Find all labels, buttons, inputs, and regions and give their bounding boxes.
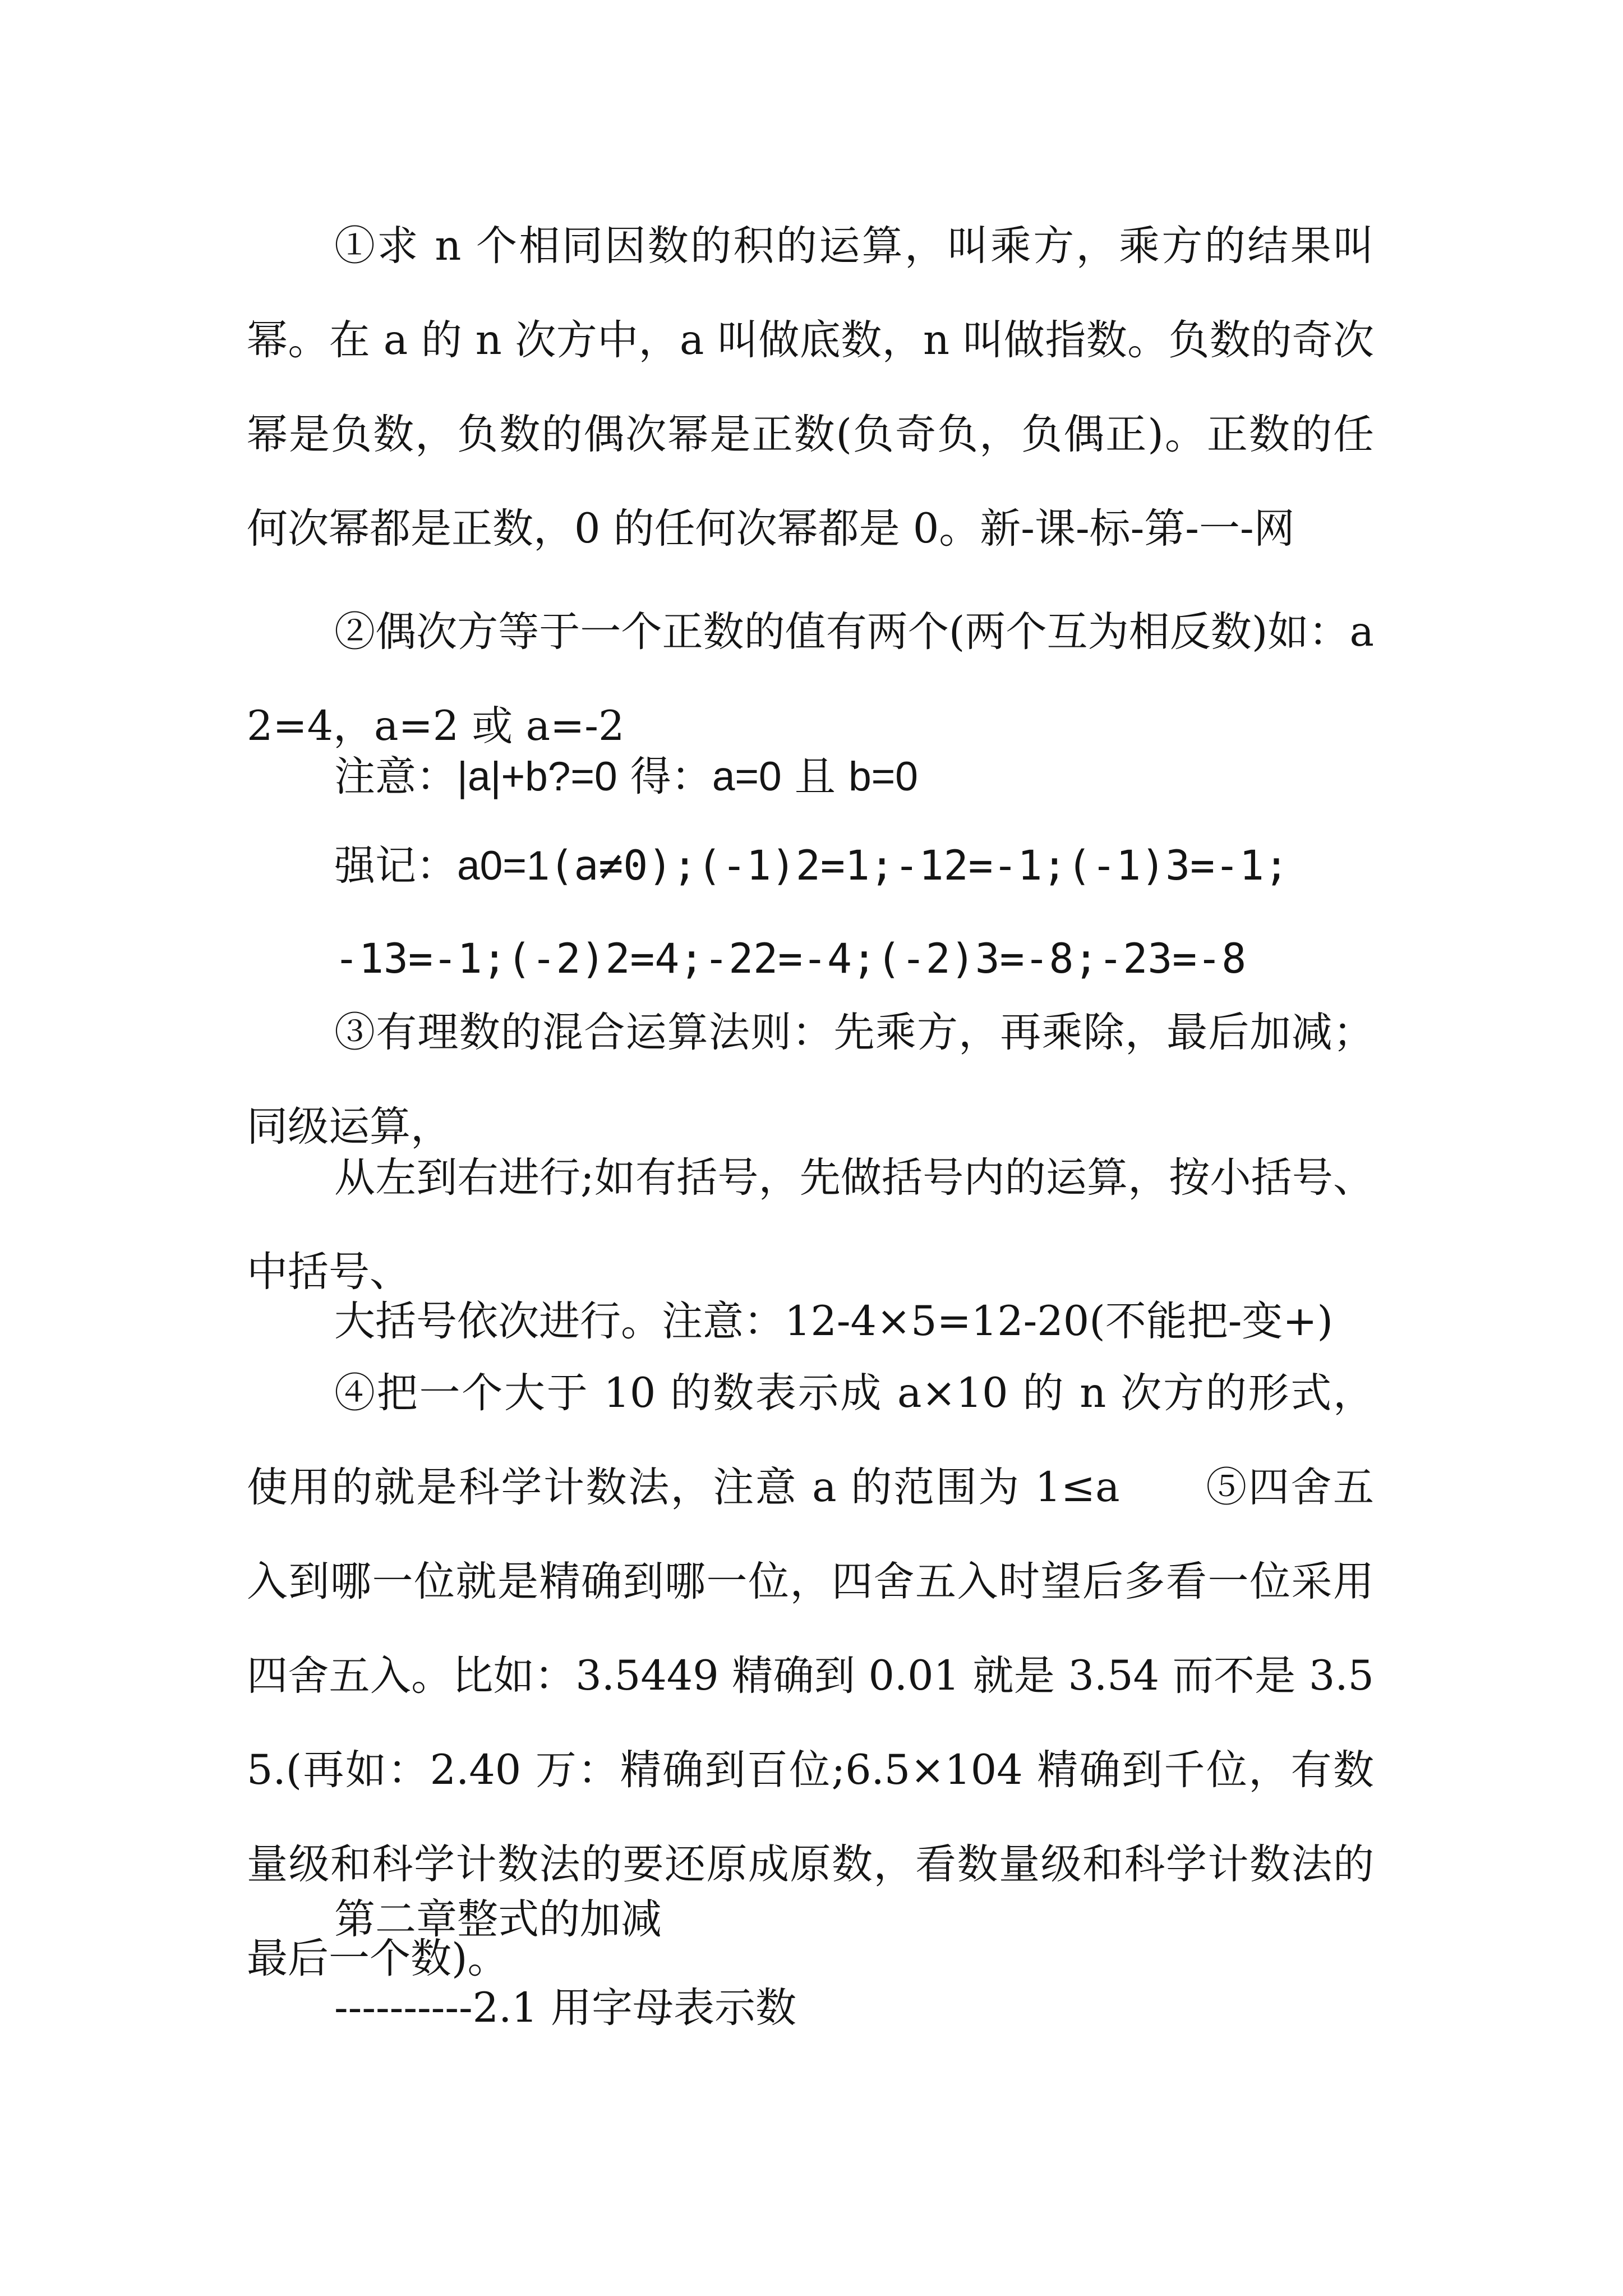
paragraph-exponentiation: ①求 n 个相同因数的积的运算，叫乘方，乘方的结果叫幂。在 a 的 n 次方中，a 叫做底数，n 叫做指数。负数的奇次幂是负数，负数的偶次幂是正数(负奇负，负偶正)。正数的任何次幂都是正数，0 的任何次幂都是 0。新-课-标-第-一-网 bbox=[247, 222, 1374, 553]
chapter-heading: 第二章整式的加减 bbox=[334, 1895, 662, 1943]
paragraph-mixed-operations: ③有理数的混合运算法则：先乘方，再乘除，最后加减；同级运算， bbox=[247, 1009, 1374, 1151]
paragraph-left-to-right: 从左到右进行;如有括号，先做括号内的运算，按小括号、中括号、 bbox=[247, 1154, 1374, 1296]
paragraph-scientific-notation: ④把一个大于 10 的数表示成 a×10 的 n 次方的形式，使用的就是科学计数法，注意 a 的范围为 1≤a ⑤四舍五入到哪一位就是精确到哪一位，四舍五入时望后多看一位采用四舍五入。比如：3.5449 精确到 0.01 就是 3.54 而不是 3.55.(再如：2.40 万：精确到百位;6.5×104 精确到千位，有数量级和科学计数法的要还原成原数，看数量级和科学计数法的最后一个数)。 bbox=[247, 1369, 1374, 1982]
paragraph-even-power: ②偶次方等于一个正数的值有两个(两个互为相反数)如：a2=4，a=2 或 a=-2 bbox=[247, 608, 1374, 750]
section-heading: ----------2.1 用字母表示数 bbox=[334, 1984, 796, 2032]
memorize-label: 强记： bbox=[334, 842, 457, 890]
note-result-a: a=0 bbox=[712, 754, 782, 799]
note-result-b: b=0 bbox=[849, 754, 918, 799]
note-label: 注意： bbox=[334, 753, 457, 800]
note-formula: |a|+b?=0 bbox=[457, 754, 617, 799]
memorize-zero-power: a0=1 bbox=[457, 843, 550, 889]
paragraph-bracket-order: 大括号依次进行。注意：12-4×5=12-20(不能把-变+) bbox=[334, 1297, 1334, 1345]
memorize-rules-1: (a≠0);(-1)2=1;-12=-1;(-1)3=-1; bbox=[549, 842, 1289, 890]
note-and: 且 bbox=[781, 753, 849, 800]
paragraph-note-absolute bbox=[334, 730, 1400, 824]
paragraph-memorize-continued: -13=-1;(-2)2=4;-22=-4;(-2)3=-8;-23=-8 bbox=[334, 935, 1247, 983]
note-connector: 得： bbox=[617, 753, 712, 800]
paragraph-memorize bbox=[334, 819, 1400, 913]
